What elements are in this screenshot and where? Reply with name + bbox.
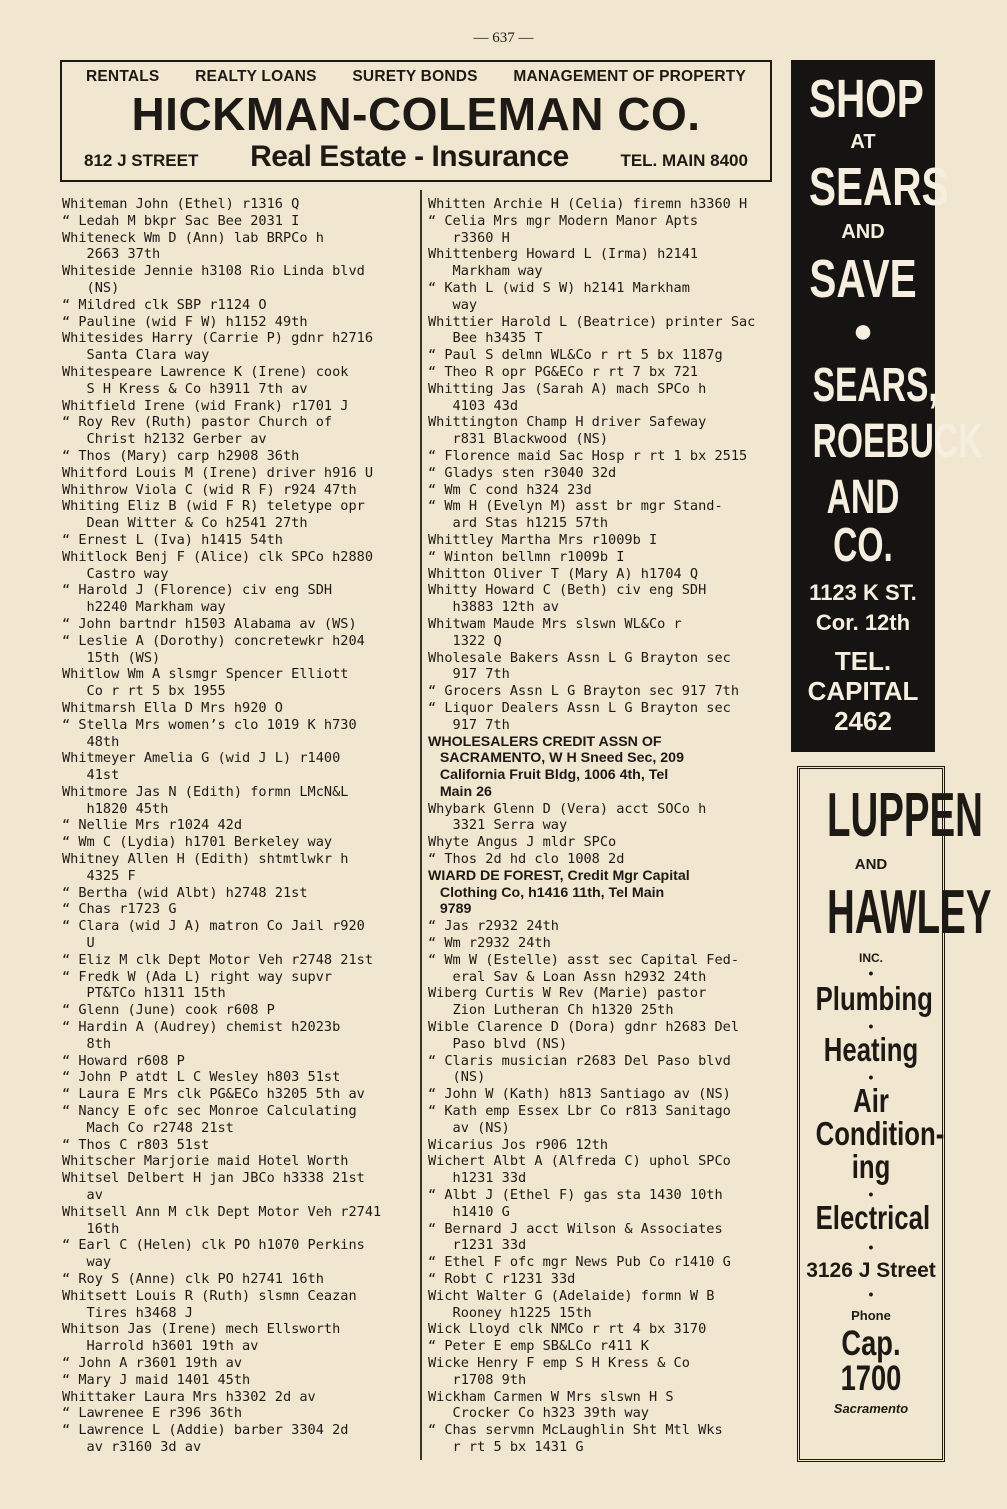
sears-address: Cor. 12th (815, 610, 911, 635)
directory-entry: Whitsett Louis R (Ruth) slsmn Ceazan (62, 1287, 357, 1304)
directory-entry: Wicarius Jos r906 12th (428, 1136, 609, 1153)
directory-entry: “ Lawrence L (Addie) barber 3304 2d (62, 1422, 349, 1439)
directory-column-middle (428, 196, 783, 1456)
directory-entry: Whitscher Marjorie maid Hotel Worth (62, 1153, 349, 1170)
directory-entry: Whitney Allen H (Edith) shtmtlwkr h (62, 851, 349, 868)
directory-entry: Whiteside Jennie h3108 Rio Linda blvd (62, 263, 365, 280)
directory-entry: way (428, 296, 478, 313)
directory-entry: Wible Clarence D (Dora) gdnr h2683 Del (428, 1019, 739, 1036)
directory-entry: Whitlock Benj F (Alice) clk SPCo h2880 (62, 548, 373, 565)
directory-entry: Mach Co r2748 21st (62, 1119, 234, 1136)
directory-entry: Zion Lutheran Ch h1320 25th (428, 1002, 674, 1019)
directory-entry: “ Grocers Assn L G Brayton sec 917 7th (428, 683, 739, 700)
luppen-inc: INC. (859, 951, 883, 965)
directory-entry: “ Nancy E ofc sec Monroe Calculating (62, 1103, 357, 1120)
directory-entry: “ Eliz M clk Dept Motor Veh r2748 21st (62, 951, 373, 968)
directory-entry: “ John A r3601 19th av (62, 1354, 243, 1371)
directory-entry: Whitfield Irene (wid Frank) r1701 J (62, 397, 349, 414)
directory-entry: “ Ledah M bkpr Sac Bee 2031 I (62, 212, 300, 229)
directory-entry: Wholesale Bakers Assn L G Brayton sec (428, 649, 731, 666)
directory-entry: “ Bernard J acct Wilson & Associates (428, 1220, 723, 1237)
directory-entry: “ Theo R opr PG&ECo r rt 7 bx 721 (428, 363, 699, 380)
directory-entry: 1322 Q (428, 632, 502, 649)
directory-entry: “ Wm H (Evelyn M) asst br mgr Stand- (428, 498, 723, 515)
directory-entry: Whitmarsh Ella D Mrs h920 O (62, 699, 283, 716)
directory-entry: “ Florence maid Sac Hosp r rt 1 bx 2515 (428, 447, 748, 464)
hickman-coleman-ad (60, 60, 772, 182)
directory-entry: Whitwam Maude Mrs slswn WL&Co r (428, 615, 682, 632)
sears-tel: CAPITAL (807, 676, 919, 706)
directory-entry: r3360 H (428, 229, 510, 246)
directory-entry: “ Gladys sten r3040 32d (428, 464, 617, 481)
sears-line: AND CO. (826, 471, 900, 572)
directory-entry: Whitsel Delbert H jan JBCo h3338 21st (62, 1170, 365, 1187)
directory-entry: Castro way (62, 565, 169, 582)
directory-entry: Tires h3468 J (62, 1304, 193, 1321)
directory-entry: “ Winton bellmn r1009b I (428, 548, 625, 565)
directory-entry: 9789 (428, 901, 472, 918)
directory-entry: “ Mary J maid 1401 45th (62, 1371, 251, 1388)
directory-entry: “ Pauline (wid F W) h1152 49th (62, 313, 308, 330)
luppen-and: AND (854, 856, 888, 873)
luppen-service: Electrical (815, 1199, 931, 1236)
ad-tagline: Real Estate - Insurance (250, 140, 569, 173)
directory-entry: “ Bertha (wid Albt) h2748 21st (62, 884, 308, 901)
directory-entry: Whittaker Laura Mrs h3302 2d av (62, 1388, 316, 1405)
sears-tel: 2462 (834, 706, 892, 736)
directory-entry: “ Glenn (June) cook r608 P (62, 1002, 275, 1019)
directory-entry: “ Celia Mrs mgr Modern Manor Apts (428, 212, 699, 229)
directory-entry: “ Clara (wid J A) matron Co Jail r920 (62, 918, 365, 935)
luppen-bullet: • (868, 965, 874, 981)
ad-service: MANAGEMENT OF PROPERTY (513, 68, 746, 85)
luppen-service: ing (851, 1148, 891, 1185)
directory-entry: r1231 33d (428, 1237, 527, 1254)
luppen-bullet: • (868, 1069, 874, 1085)
directory-entry: (NS) (62, 279, 120, 296)
directory-entry: Whitesides Harry (Carrie P) gdnr h2716 (62, 330, 373, 347)
sears-bullet: ● (852, 312, 874, 350)
sears-address: 1123 K ST. (809, 580, 917, 605)
directory-entry: eral Sav & Loan Assn h2932 24th (428, 968, 707, 985)
directory-entry: Whyte Angus J mldr SPCo (428, 834, 617, 851)
luppen-street: 3126 J Street (806, 1259, 936, 1282)
sears-line: AT (850, 131, 876, 153)
directory-entry: “ Kath L (wid S W) h2141 Markham (428, 279, 690, 296)
directory-entry: Rooney h1225 15th (428, 1304, 592, 1321)
directory-entry: “ Chas r1723 G (62, 901, 177, 918)
directory-entry: “ Thos C r803 51st (62, 1136, 210, 1153)
directory-entry: Whitford Louis M (Irene) driver h916 U (62, 464, 373, 481)
luppen-bullet: • (868, 1286, 874, 1302)
directory-entry: Whitlow Wm A slsmgr Spencer Elliott (62, 666, 349, 683)
directory-entry: Markham way (428, 263, 543, 280)
luppen-service: Plumbing (815, 980, 933, 1017)
directory-entry: “ Leslie A (Dorothy) concretewkr h204 (62, 632, 365, 649)
directory-entry: “ Albt J (Ethel F) gas sta 1430 10th (428, 1187, 723, 1204)
directory-entry: Wicht Walter G (Adelaide) formn W B (428, 1287, 715, 1304)
sears-line: SEARS (809, 157, 949, 217)
directory-entry: “ Fredk W (Ada L) right way supvr (62, 968, 333, 985)
ad-bottom-row (62, 140, 770, 174)
directory-entry: WIARD DE FOREST, Credit Mgr Capital (428, 867, 690, 884)
directory-entry: Santa Clara way (62, 347, 210, 364)
directory-entry: Crocker Co h323 39th way (428, 1405, 649, 1422)
sears-line: SEARS, (812, 359, 938, 412)
directory-entry: 41st (62, 767, 120, 784)
directory-entry: h2240 Markham way (62, 599, 226, 616)
directory-entry: “ Wm C (Lydia) h1701 Berkeley way (62, 834, 333, 851)
directory-entry: way (62, 1254, 112, 1271)
directory-entry: Whitson Jas (Irene) mech Ellsworth (62, 1321, 341, 1338)
ad-service: RENTALS (86, 68, 160, 85)
directory-entry: Clothing Co, h1416 11th, Tel Main (428, 884, 665, 901)
directory-entry: Whiteman John (Ethel) r1316 Q (62, 196, 300, 212)
directory-column-left (62, 196, 416, 1456)
directory-entry: “ Stella Mrs women’s clo 1019 K h730 (62, 716, 357, 733)
directory-entry: h1231 33d (428, 1170, 527, 1187)
directory-entry: Whiteneck Wm D (Ann) lab BRPCo h (62, 229, 324, 246)
directory-entry: Whybark Glenn D (Vera) acct SOCo h (428, 800, 707, 817)
directory-entry: Wickham Carmen W Mrs slswn H S (428, 1388, 674, 1405)
directory-entry: Whittier Harold L (Beatrice) printer Sac (428, 313, 756, 330)
directory-entry: “ Lawrenee E r396 36th (62, 1405, 243, 1422)
directory-entry: Whithrow Viola C (wid R F) r924 47th (62, 481, 357, 498)
sears-line: AND (841, 221, 885, 243)
directory-entry: “ Laura E Mrs clk PG&ECo h3205 5th av (62, 1086, 365, 1103)
directory-entry: Whiting Eliz B (wid F R) teletype opr (62, 498, 365, 515)
directory-entry: WHOLESALERS CREDIT ASSN OF (428, 733, 662, 750)
directory-entry: “ Ethel F ofc mgr News Pub Co r1410 G (428, 1254, 731, 1271)
ad-company-name: HICKMAN-COLEMAN CO. (131, 88, 701, 140)
directory-entry: Whittington Champ H driver Safeway (428, 414, 707, 431)
directory-entry: “ Peter E emp SB&LCo r411 K (428, 1338, 649, 1355)
directory-entry: PT&TCo h1311 15th (62, 985, 226, 1002)
luppen-name: HAWLEY (826, 878, 992, 947)
directory-entry: S H Kress & Co h3911 7th av (62, 380, 308, 397)
directory-entry: “ Wm W (Estelle) asst sec Capital Fed- (428, 951, 739, 968)
directory-entry: “ John bartndr h1503 Alabama av (WS) (62, 615, 357, 632)
directory-entry: r831 Blackwood (NS) (428, 431, 609, 448)
luppen-phone-label: Phone (851, 1308, 891, 1323)
sears-line: SAVE (809, 249, 917, 309)
ad-service: SURETY BONDS (352, 68, 478, 85)
directory-entry: r1708 9th (428, 1371, 527, 1388)
directory-entry: “ Ernest L (Iva) h1415 54th (62, 531, 283, 548)
directory-entry: (NS) (428, 1069, 486, 1086)
directory-entry: Whittenberg Howard L (Irma) h2141 (428, 246, 699, 263)
page-number: — 637 — (473, 30, 534, 46)
directory-entry: “ Thos (Mary) carp h2908 36th (62, 447, 300, 464)
directory-entry: “ Claris musician r2683 Del Paso blvd (428, 1052, 731, 1069)
directory-entry: 16th (62, 1220, 120, 1237)
directory-entry: av (62, 1187, 103, 1204)
directory-entry: Wicke Henry F emp S H Kress & Co (428, 1354, 690, 1371)
directory-entry: “ Thos 2d hd clo 1008 2d (428, 851, 625, 868)
directory-entry: Harrold h3601 19th av (62, 1338, 259, 1355)
directory-entry: “ Jas r2932 24th (428, 918, 559, 935)
directory-entry: California Fruit Bldg, 1006 4th, Tel (428, 767, 669, 784)
luppen-service: Heating (823, 1031, 919, 1068)
directory-entry: Co r rt 5 bx 1955 (62, 683, 226, 700)
directory-entry: 2663 37th (62, 246, 161, 263)
directory-entry: “ John W (Kath) h813 Santiago av (NS) (428, 1086, 731, 1103)
luppen-name: LUPPEN (826, 781, 983, 850)
directory-entry: Whitting Jas (Sarah A) mach SPCo h (428, 380, 707, 397)
luppen-phone: Cap. 1700 (840, 1324, 902, 1398)
directory-entry: “ Chas servmn McLaughlin Sht Mtl Wks (428, 1422, 723, 1439)
directory-entry: ard Stas h1215 57th (428, 515, 609, 532)
directory-entry: “ Earl C (Helen) clk PO h1070 Perkins (62, 1237, 365, 1254)
directory-entry: av (NS) (428, 1119, 510, 1136)
ad-service: REALTY LOANS (195, 68, 317, 85)
directory-entry: 4103 43d (428, 397, 519, 414)
ad-address: 812 J STREET (84, 151, 199, 170)
directory-entry: Paso blvd (NS) (428, 1035, 568, 1052)
directory-entry: Whitton Oliver T (Mary A) h1704 Q (428, 565, 699, 582)
directory-entry: “ Mildred clk SBP r1124 O (62, 296, 267, 313)
directory-entry: h1820 45th (62, 800, 169, 817)
directory-entry: “ Nellie Mrs r1024 42d (62, 817, 243, 834)
directory-entry: h3883 12th av (428, 599, 559, 616)
sears-line: ROEBUCK (812, 415, 983, 468)
directory-entry: 15th (WS) (62, 649, 161, 666)
directory-entry: Dean Witter & Co h2541 27th (62, 515, 308, 532)
sears-line: SHOP (809, 69, 924, 129)
directory-entry: Wichert Albt A (Alfreda C) uphol SPCo (428, 1153, 731, 1170)
directory-entry: “ Wm r2932 24th (428, 935, 551, 952)
directory-entry: “ Hardin A (Audrey) chemist h2023b (62, 1019, 341, 1036)
directory-entry: “ Roy S (Anne) clk PO h2741 16th (62, 1271, 324, 1287)
directory-entry: 8th (62, 1035, 112, 1052)
column-divider (420, 190, 422, 1460)
directory-entry: Whitsell Ann M clk Dept Motor Veh r2741 (62, 1203, 382, 1220)
luppen-bullet: • (868, 1018, 874, 1034)
sears-tel: TEL. (834, 646, 892, 676)
directory-entry: Bee h3435 T (428, 330, 543, 347)
directory-entry: r rt 5 bx 1431 G (428, 1438, 584, 1455)
directory-entry: “ Howard r608 P (62, 1052, 185, 1069)
directory-entry: “ Paul S delmn WL&Co r rt 5 bx 1187g (428, 347, 723, 364)
directory-entry: “ John P atdt L C Wesley h803 51st (62, 1069, 341, 1086)
luppen-bullet: • (868, 1186, 874, 1202)
directory-entry: Main 26 (428, 783, 492, 800)
directory-entry: “ Harold J (Florence) civ eng SDH (62, 582, 333, 599)
directory-entry: Whitmore Jas N (Edith) formn LMcN&L (62, 783, 349, 800)
directory-entry: h1410 G (428, 1203, 510, 1220)
directory-entry: Whitty Howard C (Beth) civ eng SDH (428, 582, 707, 599)
directory-entry: U (62, 935, 95, 952)
ad-telephone: TEL. MAIN 8400 (620, 151, 748, 170)
directory-entry: Whitespeare Lawrence K (Irene) cook (62, 363, 349, 380)
directory-entry: “ Wm C cond h324 23d (428, 481, 592, 498)
directory-entry: “ Liquor Dealers Assn L G Brayton sec (428, 699, 731, 716)
directory-entry: Wick Lloyd clk NMCo r rt 4 bx 3170 (428, 1321, 707, 1338)
directory-entry: 4325 F (62, 867, 136, 884)
directory-entry: Whitten Archie H (Celia) firemn h3360 H (428, 196, 748, 212)
directory-entry: “ Roy Rev (Ruth) pastor Church of (62, 414, 333, 431)
directory-entry: “ Robt C r1231 33d (428, 1271, 576, 1287)
luppen-service: Condition- (815, 1115, 945, 1152)
directory-entry: SACRAMENTO, W H Sneed Sec, 209 (428, 750, 684, 767)
directory-entry: Whittley Martha Mrs r1009b I (428, 531, 658, 548)
luppen-bullet: • (868, 1239, 874, 1255)
luppen-service: Air (853, 1082, 889, 1119)
directory-entry: Whitmeyer Amelia G (wid J L) r1400 (62, 750, 341, 767)
luppen-hawley-ad (797, 766, 992, 1462)
directory-entry: 917 7th (428, 716, 510, 733)
directory-entry: av r3160 3d av (62, 1438, 202, 1455)
directory-entry: Wiberg Curtis W Rev (Marie) pastor (428, 985, 707, 1002)
directory-entry: 3321 Serra way (428, 817, 568, 834)
sears-ad (791, 60, 983, 752)
directory-entry: Christ h2132 Gerber av (62, 431, 267, 448)
directory-entry: 48th (62, 733, 120, 750)
luppen-city: Sacramento (833, 1401, 909, 1416)
directory-entry: 917 7th (428, 666, 510, 683)
ad-services-row (62, 62, 770, 86)
directory-entry: “ Kath emp Essex Lbr Co r813 Sanitago (428, 1103, 731, 1120)
